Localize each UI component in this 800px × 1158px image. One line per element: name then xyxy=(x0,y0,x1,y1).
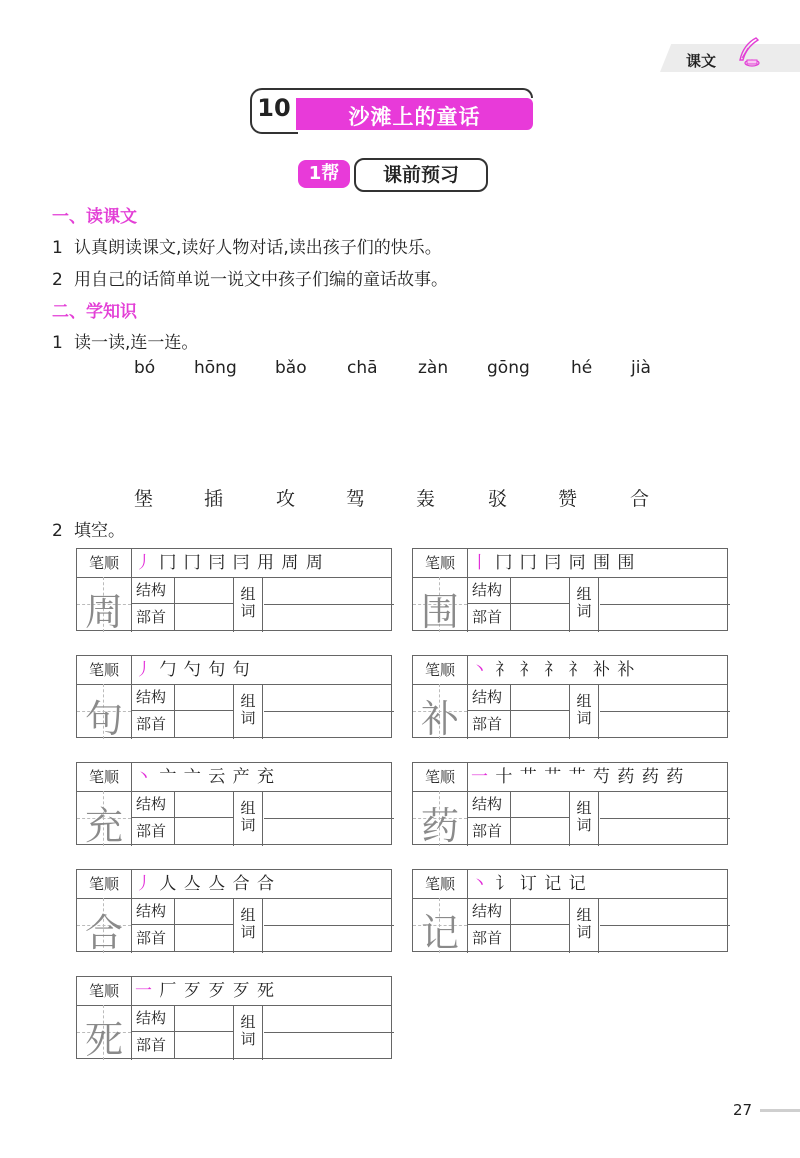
character-practice-box xyxy=(76,869,392,955)
structure-answer-field[interactable] xyxy=(510,898,569,925)
stroke-order-sequence xyxy=(135,872,275,896)
word-building-label xyxy=(233,1005,263,1060)
character-grid-cell xyxy=(77,791,132,846)
stroke-order-row xyxy=(77,870,391,899)
practice-character: 周 xyxy=(84,590,123,634)
part1-item-2: 2 用自己的话简单说一说文中孩子们编的童话故事。 xyxy=(52,270,448,290)
stroke-order-row xyxy=(413,870,727,899)
stroke-order-sequence xyxy=(135,551,324,575)
zu-label: 组 xyxy=(576,585,592,603)
pinyin-zan: zàn xyxy=(418,358,449,378)
radical-row xyxy=(131,818,233,845)
first-stroke: 丶 xyxy=(471,660,489,680)
word-building-label xyxy=(233,577,263,632)
character-practice-box xyxy=(412,655,728,741)
hanzi-jia: 驾 xyxy=(346,488,366,510)
character-grid-cell xyxy=(413,898,468,953)
zu-label: 组 xyxy=(240,585,256,603)
word-building-label xyxy=(233,791,263,846)
practice-character: 句 xyxy=(84,697,123,741)
structure-answer-field[interactable] xyxy=(174,577,233,604)
zu-label: 组 xyxy=(240,799,256,817)
word-answer-line[interactable] xyxy=(264,684,394,712)
section-title: 课前预习 xyxy=(354,158,488,192)
hanzi-gong: 攻 xyxy=(276,488,296,510)
pinyin-hong: hōng xyxy=(194,358,237,378)
structure-label: 结构 xyxy=(136,581,167,599)
radical-answer-field[interactable] xyxy=(510,925,569,952)
character-grid-cell xyxy=(413,684,468,739)
structure-answer-field[interactable] xyxy=(174,791,233,818)
chapter-tab xyxy=(660,44,800,72)
character-grid-cell xyxy=(77,684,132,739)
structure-row xyxy=(467,684,569,711)
structure-row xyxy=(467,898,569,925)
word-answer-line[interactable] xyxy=(600,684,730,712)
structure-label: 结构 xyxy=(472,688,503,706)
ci-label: 词 xyxy=(240,816,256,834)
practice-character: 药 xyxy=(420,804,459,848)
stroke-order-row xyxy=(413,656,727,685)
structure-answer-field[interactable] xyxy=(510,577,569,604)
structure-answer-field[interactable] xyxy=(174,684,233,711)
character-practice-box xyxy=(412,548,728,634)
structure-row xyxy=(467,791,569,818)
radical-answer-field[interactable] xyxy=(510,818,569,845)
radical-row xyxy=(131,1032,233,1059)
stroke-order-row xyxy=(77,549,391,578)
word-building-label xyxy=(569,684,599,739)
feather-pen-icon xyxy=(734,36,762,68)
ci-label: 词 xyxy=(240,709,256,727)
radical-row xyxy=(467,925,569,952)
page-number: 27 xyxy=(733,1101,753,1119)
radical-label: 部首 xyxy=(472,715,503,733)
radical-answer-field[interactable] xyxy=(174,604,233,631)
character-practice-box xyxy=(76,762,392,848)
ci-label: 词 xyxy=(576,602,592,620)
stroke-order-sequence xyxy=(471,658,635,682)
radical-answer-field[interactable] xyxy=(174,1032,233,1059)
hanzi-cha: 插 xyxy=(204,488,224,510)
practice-character: 记 xyxy=(420,911,459,955)
radical-row xyxy=(467,711,569,738)
word-answer-line[interactable] xyxy=(264,1005,394,1033)
structure-label: 结构 xyxy=(136,902,167,920)
radical-answer-field[interactable] xyxy=(510,711,569,738)
stroke-order-label: 笔顺 xyxy=(413,763,468,791)
stroke-order-label: 笔顺 xyxy=(413,549,468,577)
radical-label: 部首 xyxy=(136,715,167,733)
zu-label: 组 xyxy=(240,906,256,924)
practice-character: 合 xyxy=(84,911,123,955)
remaining-strokes: 勹 勺 句 句 xyxy=(153,660,251,680)
remaining-strokes: 冂 冂 冃 冃 用 周 周 xyxy=(153,553,324,573)
structure-row xyxy=(467,577,569,604)
stroke-order-row xyxy=(77,656,391,685)
pinyin-jia: jià xyxy=(631,358,651,378)
stroke-order-row xyxy=(413,549,727,578)
stroke-order-label: 笔顺 xyxy=(413,656,468,684)
stroke-order-label: 笔顺 xyxy=(77,870,132,898)
structure-label: 结构 xyxy=(472,902,503,920)
radical-row xyxy=(131,925,233,952)
practice-character: 补 xyxy=(420,697,459,741)
structure-row xyxy=(131,1005,233,1032)
stroke-order-label: 笔顺 xyxy=(77,656,132,684)
pinyin-cha: chā xyxy=(347,358,378,378)
pinyin-bao: bǎo xyxy=(275,358,307,378)
character-practice-box xyxy=(76,655,392,741)
radical-row xyxy=(131,604,233,631)
stroke-order-sequence xyxy=(135,658,251,682)
lesson-title: 沙滩上的童话 xyxy=(348,105,481,129)
word-building-label xyxy=(569,577,599,632)
word-building-label xyxy=(569,898,599,953)
character-practice-box xyxy=(76,976,392,1062)
hanzi-bao: 堡 xyxy=(134,488,154,510)
hanzi-he: 合 xyxy=(630,488,650,510)
ci-label: 词 xyxy=(576,709,592,727)
practice-character: 死 xyxy=(84,1018,123,1062)
zu-label: 组 xyxy=(576,799,592,817)
zu-label: 组 xyxy=(576,906,592,924)
structure-label: 结构 xyxy=(136,1009,167,1027)
pinyin-bo: bó xyxy=(134,358,156,378)
section-badge: 1帮 xyxy=(298,160,350,188)
structure-answer-field[interactable] xyxy=(174,1005,233,1032)
word-answer-line[interactable] xyxy=(600,791,730,819)
radical-answer-field[interactable] xyxy=(174,711,233,738)
stroke-order-sequence xyxy=(471,551,635,575)
hanzi-hong: 轰 xyxy=(416,488,436,510)
stroke-order-row xyxy=(77,977,391,1006)
word-building-label xyxy=(569,791,599,846)
word-building-label xyxy=(233,898,263,953)
word-answer-line[interactable] xyxy=(264,577,394,605)
remaining-strokes: 亠 亠 云 产 充 xyxy=(153,767,276,787)
stroke-order-sequence xyxy=(471,872,587,896)
first-stroke: 丶 xyxy=(471,874,489,894)
radical-label: 部首 xyxy=(472,822,503,840)
remaining-strokes: 十 艹 艹 艹 芍 药 药 药 xyxy=(489,767,685,787)
remaining-strokes: 人 亼 亼 合 合 xyxy=(153,874,276,894)
practice-character: 围 xyxy=(420,590,459,634)
stroke-order-row xyxy=(413,763,727,792)
stroke-order-row xyxy=(77,763,391,792)
ci-label: 词 xyxy=(576,816,592,834)
radical-answer-field[interactable] xyxy=(174,818,233,845)
word-building-label xyxy=(233,684,263,739)
lesson-title-frame xyxy=(296,88,533,98)
remaining-strokes: 厂 歹 歹 歹 死 xyxy=(153,981,276,1001)
remaining-strokes: 讠 订 记 记 xyxy=(489,874,587,894)
first-stroke: 一 xyxy=(471,767,489,787)
stroke-order-label: 笔顺 xyxy=(413,870,468,898)
pinyin-gong: gōng xyxy=(487,358,530,378)
ci-label: 词 xyxy=(240,923,256,941)
stroke-order-label: 笔顺 xyxy=(77,763,132,791)
structure-row xyxy=(131,791,233,818)
radical-row xyxy=(467,604,569,631)
practice-character: 充 xyxy=(84,804,123,848)
part2-question-1: 1 读一读,连一连。 xyxy=(52,333,199,353)
stroke-order-label: 笔顺 xyxy=(77,977,132,1005)
radical-row xyxy=(467,818,569,845)
part1-heading: 一、读课文 xyxy=(52,207,137,227)
first-stroke: 丿 xyxy=(135,874,153,894)
radical-answer-field[interactable] xyxy=(174,925,233,952)
structure-answer-field[interactable] xyxy=(510,791,569,818)
part2-question-2: 2 填空。 xyxy=(52,521,125,541)
remaining-strokes: 礻 礻 礻 礻 补 补 xyxy=(489,660,636,680)
hanzi-zan: 赞 xyxy=(558,488,578,510)
hanzi-bo: 驳 xyxy=(488,488,508,510)
character-practice-box xyxy=(76,548,392,634)
radical-answer-field[interactable] xyxy=(510,604,569,631)
structure-row xyxy=(131,898,233,925)
character-practice-box xyxy=(412,869,728,955)
word-answer-line[interactable] xyxy=(600,577,730,605)
structure-answer-field[interactable] xyxy=(510,684,569,711)
first-stroke: 一 xyxy=(135,981,153,1001)
structure-label: 结构 xyxy=(136,688,167,706)
radical-label: 部首 xyxy=(136,929,167,947)
character-grid-cell xyxy=(413,577,468,632)
word-answer-line[interactable] xyxy=(264,791,394,819)
structure-label: 结构 xyxy=(136,795,167,813)
word-answer-line[interactable] xyxy=(264,898,394,926)
character-grid-cell xyxy=(413,791,468,846)
chapter-tab-label: 课文 xyxy=(686,52,717,70)
structure-label: 结构 xyxy=(472,795,503,813)
zu-label: 组 xyxy=(576,692,592,710)
radical-label: 部首 xyxy=(472,608,503,626)
stroke-order-sequence xyxy=(135,979,275,1003)
structure-row xyxy=(131,684,233,711)
word-answer-line[interactable] xyxy=(600,898,730,926)
radical-label: 部首 xyxy=(472,929,503,947)
radical-row xyxy=(131,711,233,738)
structure-row xyxy=(131,577,233,604)
first-stroke: 丿 xyxy=(135,660,153,680)
structure-answer-field[interactable] xyxy=(174,898,233,925)
character-grid-cell xyxy=(77,1005,132,1060)
pinyin-he: hé xyxy=(571,358,593,378)
character-grid-cell xyxy=(77,577,132,632)
zu-label: 组 xyxy=(240,692,256,710)
stroke-order-sequence xyxy=(135,765,275,789)
part1-item-1: 1 认真朗读课文,读好人物对话,读出孩子们的快乐。 xyxy=(52,238,442,258)
first-stroke: 丶 xyxy=(135,767,153,787)
remaining-strokes: 冂 冂 冃 同 围 围 xyxy=(489,553,636,573)
first-stroke: 丨 xyxy=(471,553,489,573)
stroke-order-label: 笔顺 xyxy=(77,549,132,577)
radical-label: 部首 xyxy=(136,1036,167,1054)
structure-label: 结构 xyxy=(472,581,503,599)
zu-label: 组 xyxy=(240,1013,256,1031)
character-grid-cell xyxy=(77,898,132,953)
lesson-number: 10 xyxy=(257,94,291,122)
ci-label: 词 xyxy=(240,1030,256,1048)
character-practice-box xyxy=(412,762,728,848)
radical-label: 部首 xyxy=(136,608,167,626)
first-stroke: 丿 xyxy=(135,553,153,573)
part2-heading: 二、学知识 xyxy=(52,302,137,322)
stroke-order-sequence xyxy=(471,765,684,789)
radical-label: 部首 xyxy=(136,822,167,840)
ci-label: 词 xyxy=(576,923,592,941)
ci-label: 词 xyxy=(240,602,256,620)
page-footer-bar xyxy=(760,1109,800,1112)
